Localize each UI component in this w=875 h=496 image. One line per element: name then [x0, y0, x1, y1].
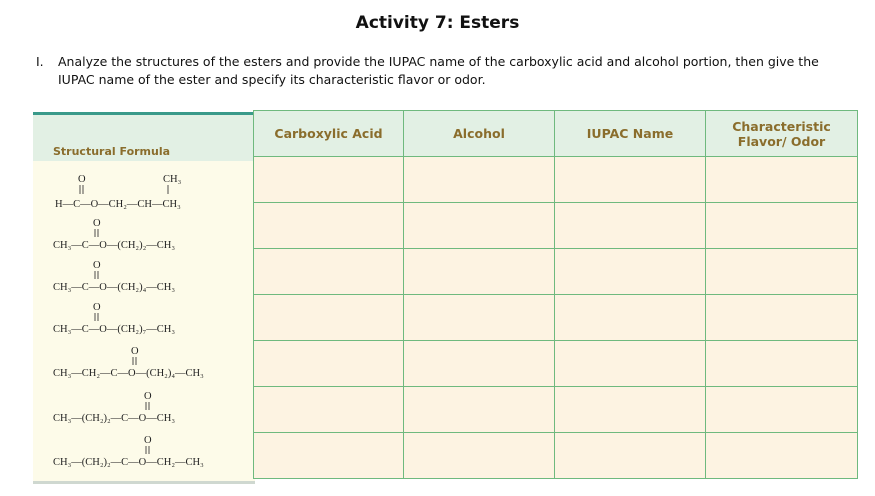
answer-cell[interactable] [555, 203, 706, 249]
formula-5 [33, 341, 255, 385]
answer-table [253, 110, 858, 479]
answer-cell[interactable] [706, 295, 858, 341]
answer-cell[interactable] [404, 203, 555, 249]
answer-cell[interactable] [404, 295, 555, 341]
structural-formula-header [33, 115, 255, 161]
answer-cell[interactable] [555, 433, 706, 479]
column-header-iupac-name: IUPAC Name [555, 111, 706, 157]
answer-cell[interactable] [706, 203, 858, 249]
answer-cell[interactable] [555, 157, 706, 203]
formula-text: CH₃—CH₂—C—O—(CH₂)₄—CH₃ [53, 368, 204, 379]
carbonyl-oxygen-label: O [78, 174, 86, 185]
instruction-text: Analyze the structures of the esters and provide the IUPAC name of the carboxylic acid and alcohol portion, then give the IUPAC name of the ester and specify its characteristic flavor or odor. [58, 54, 819, 87]
answer-cell[interactable] [555, 341, 706, 387]
answer-cell[interactable] [254, 157, 404, 203]
formula-4 [33, 299, 255, 341]
structural-formula-label: Structural Formula [53, 145, 171, 158]
answer-cell[interactable] [254, 433, 404, 479]
column-header-alcohol: Alcohol [404, 111, 555, 157]
answer-cell[interactable] [254, 387, 404, 433]
answer-cell[interactable] [706, 157, 858, 203]
branch-methyl-label: CH₃ [163, 174, 182, 185]
page-title: Activity 7: Esters [355, 13, 520, 33]
instruction-number: I. [36, 54, 44, 69]
answer-cell[interactable] [706, 341, 858, 387]
carbonyl-oxygen-label: O [93, 260, 101, 271]
formula-3 [33, 257, 255, 299]
table-row [254, 433, 858, 479]
table-row [254, 341, 858, 387]
formula-text: CH₃—(CH₂)₂—C—O—CH₃ [53, 413, 175, 424]
column-header-flavor-odor: Characteristic Flavor/ Odor [706, 111, 858, 157]
formula-text: CH₃—C—O—(CH₂)₄—CH₃ [53, 282, 175, 293]
column-header-carboxylic-acid: Carboxylic Acid [254, 111, 404, 157]
formula-text: CH₃—C—O—(CH₂)₂—CH₃ [53, 240, 175, 251]
formula-text: CH₃—C—O—(CH₂)₇—CH₃ [53, 324, 175, 335]
answer-cell[interactable] [555, 387, 706, 433]
formula-6 [33, 386, 255, 430]
answer-cell[interactable] [706, 387, 858, 433]
answer-cell[interactable] [254, 203, 404, 249]
answer-cell[interactable] [706, 433, 858, 479]
answer-cell[interactable] [404, 249, 555, 295]
answer-cell[interactable] [555, 295, 706, 341]
carbonyl-oxygen-label: O [131, 346, 139, 357]
formula-text: CH₃—(CH₂)₂—C—O—CH₂—CH₃ [53, 457, 204, 468]
answer-cell[interactable] [404, 341, 555, 387]
answer-cell[interactable] [404, 433, 555, 479]
answer-cell[interactable] [706, 249, 858, 295]
answer-cell[interactable] [254, 341, 404, 387]
formula-7 [33, 430, 255, 474]
carbonyl-oxygen-label: O [144, 435, 152, 446]
table-header-row [254, 111, 858, 157]
answer-cell[interactable] [555, 249, 706, 295]
carbonyl-oxygen-label: O [93, 302, 101, 313]
table-row [254, 249, 858, 295]
panel-bottom-rule [33, 481, 255, 484]
formula-1 [33, 164, 255, 214]
formula-text: H—C—O—CH₂—CH—CH₃ [55, 199, 181, 210]
table-row [254, 203, 858, 249]
formula-2 [33, 215, 255, 257]
table-row [254, 295, 858, 341]
answer-cell[interactable] [254, 249, 404, 295]
table-row [254, 387, 858, 433]
table-row [254, 157, 858, 203]
answer-cell[interactable] [404, 157, 555, 203]
carbonyl-oxygen-label: O [93, 218, 101, 229]
structural-formula-panel [33, 112, 255, 484]
answer-cell[interactable] [254, 295, 404, 341]
carbonyl-oxygen-label: O [144, 391, 152, 402]
answer-cell[interactable] [404, 387, 555, 433]
